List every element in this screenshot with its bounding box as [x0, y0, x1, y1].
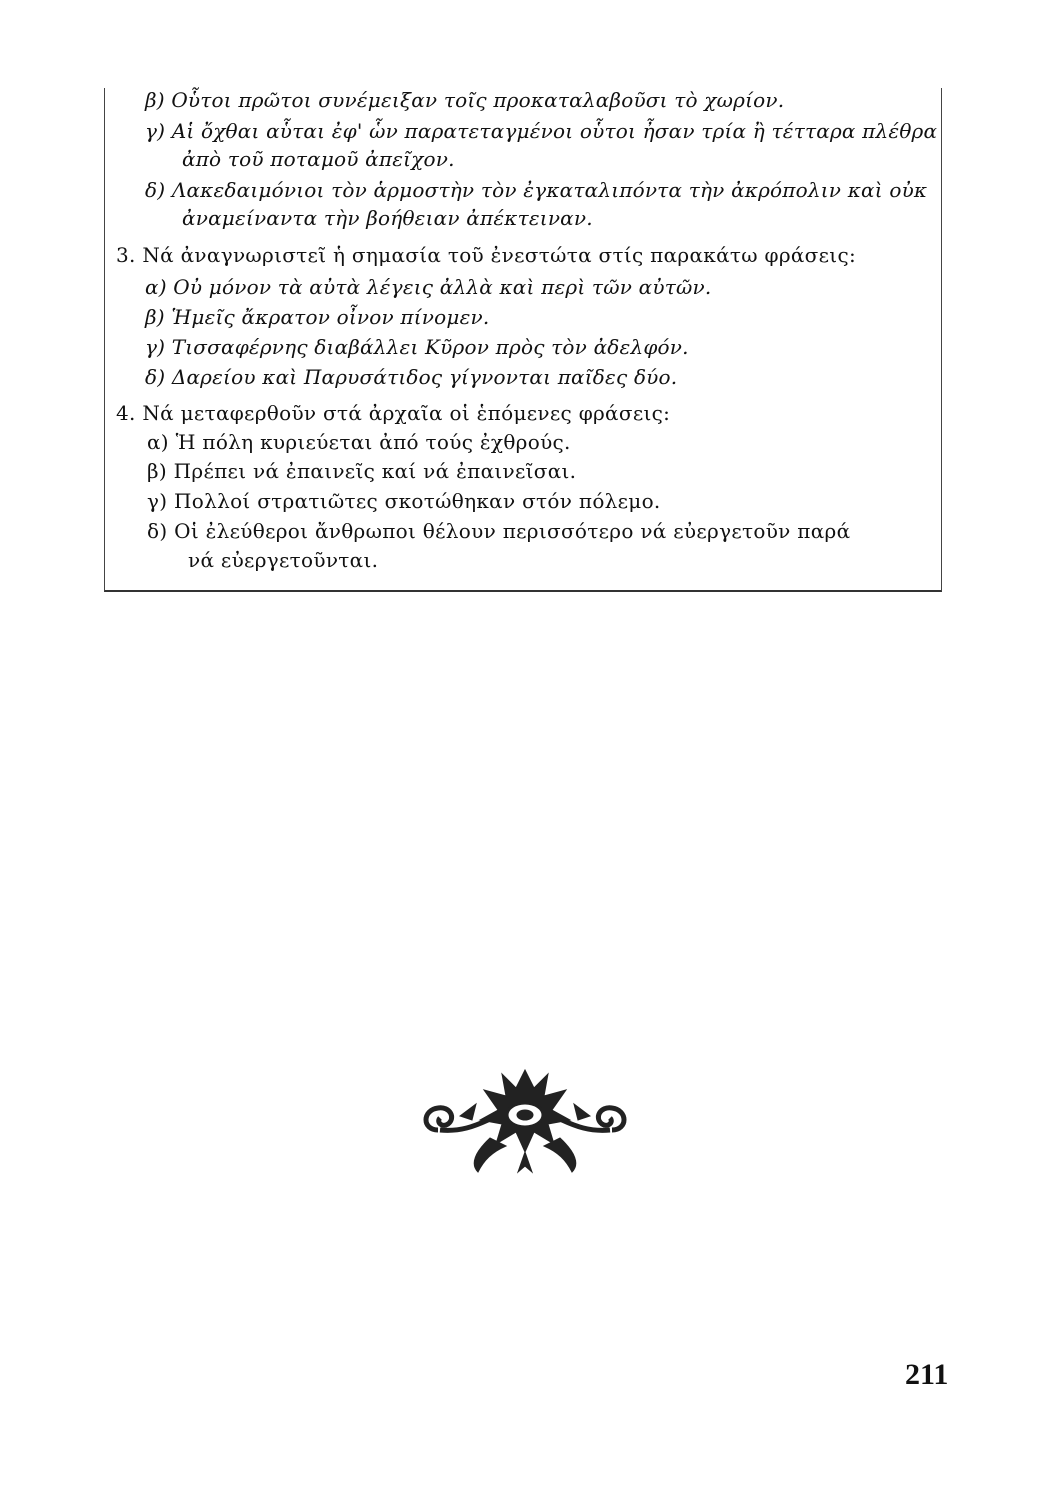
ex4-item-d	[147, 517, 850, 545]
ex3-instruction-line	[116, 241, 856, 269]
ex2-item-b	[145, 86, 784, 114]
ex3-item-b-text: Ἡμεῖς ἄκρατον οἶνον πίνομεν.	[171, 305, 490, 329]
ex3-item-b-label: β)	[145, 305, 165, 329]
ex2-item-b-label: β)	[145, 88, 165, 112]
ex2-item-d	[145, 176, 927, 204]
ex4-item-a-label: α)	[147, 430, 169, 454]
ex3-instruction: Νά ἀναγνωριστεῖ ἡ σημασία τοῦ ἐνεστώτα στίς παρακάτω φράσεις:	[142, 243, 856, 267]
ex2-item-d-label: δ)	[145, 178, 166, 202]
ex4-item-b-text: Πρέπει νά ἐπαινεῖς καί νά ἐπαινεῖσαι.	[173, 459, 577, 483]
ex2-item-b-text: Οὗτοι πρῶτοι συνέμειξαν τοῖς προκαταλαβοῦσι τὸ χωρίον.	[171, 88, 785, 112]
ex4-instruction-line	[116, 399, 670, 427]
ex2-item-c-cont: ἀπὸ τοῦ ποταμοῦ ἀπεῖχον.	[182, 147, 455, 171]
ex4-item-a	[147, 428, 571, 456]
ex4-item-c-text: Πολλοί στρατιῶτες σκοτώθηκαν στόν πόλεμο.	[174, 489, 661, 513]
ex2-item-c	[145, 117, 937, 145]
ex4-item-c	[147, 487, 661, 515]
ex3-item-c	[145, 333, 689, 361]
ex3-number: 3.	[116, 243, 136, 267]
ex2-item-c-label: γ)	[145, 119, 166, 143]
ex4-item-b-label: β)	[147, 459, 167, 483]
ex3-item-a	[145, 273, 711, 301]
page-number: 211	[905, 1358, 949, 1391]
ex3-item-b	[145, 303, 489, 331]
ex2-item-d-text: Λακεδαιμόνιοι τὸν ἁρμοστὴν τὸν ἐγκαταλιπόντα τὴν ἀκρόπολιν καὶ οὐκ	[171, 178, 928, 202]
ex3-item-a-label: α)	[145, 275, 167, 299]
ex2-item-d-cont: ἀναμείναντα τὴν βοήθειαν ἀπέκτειναν.	[182, 206, 593, 230]
ex3-item-c-text: Τισσαφέρνης διαβάλλει Κῦρον πρὸς τὸν ἀδελφόν.	[171, 335, 689, 359]
floral-ornament-icon	[420, 1060, 630, 1180]
ex4-item-b	[147, 457, 576, 485]
ex3-item-c-label: γ)	[145, 335, 166, 359]
ex3-item-d-text: Δαρείου καὶ Παρυσάτιδος γίγνονται παῖδες δύο.	[171, 365, 678, 389]
ex2-item-c-text: Αἱ ὄχθαι αὗται ἐφ' ὧν παρατεταγμένοι οὗτοι ἦσαν τρία ἢ τέτταρα πλέθρα	[171, 119, 938, 143]
ex4-item-a-text: Ἡ πόλη κυριεύεται ἀπό τούς ἐχθρούς.	[175, 430, 571, 454]
ex4-number: 4.	[116, 401, 136, 425]
ex3-item-d	[145, 363, 677, 391]
ex4-item-c-label: γ)	[147, 489, 168, 513]
ex4-item-d-label: δ)	[147, 519, 168, 543]
ex4-instruction: Νά μεταφερθοῦν στά ἀρχαῖα οἱ ἑπόμενες φράσεις:	[142, 401, 671, 425]
ex4-item-d-text: Οἱ ἐλεύθεροι ἄνθρωποι θέλουν περισσότερο νά εὐεργετοῦν παρά	[174, 519, 851, 543]
ex3-item-d-label: δ)	[145, 365, 166, 389]
ex4-item-d-cont: νά εὐεργετοῦνται.	[188, 548, 379, 572]
ex3-item-a-text: Οὐ μόνον τὰ αὐτὰ λέγεις ἀλλὰ καὶ περὶ τῶν αὐτῶν.	[173, 275, 712, 299]
